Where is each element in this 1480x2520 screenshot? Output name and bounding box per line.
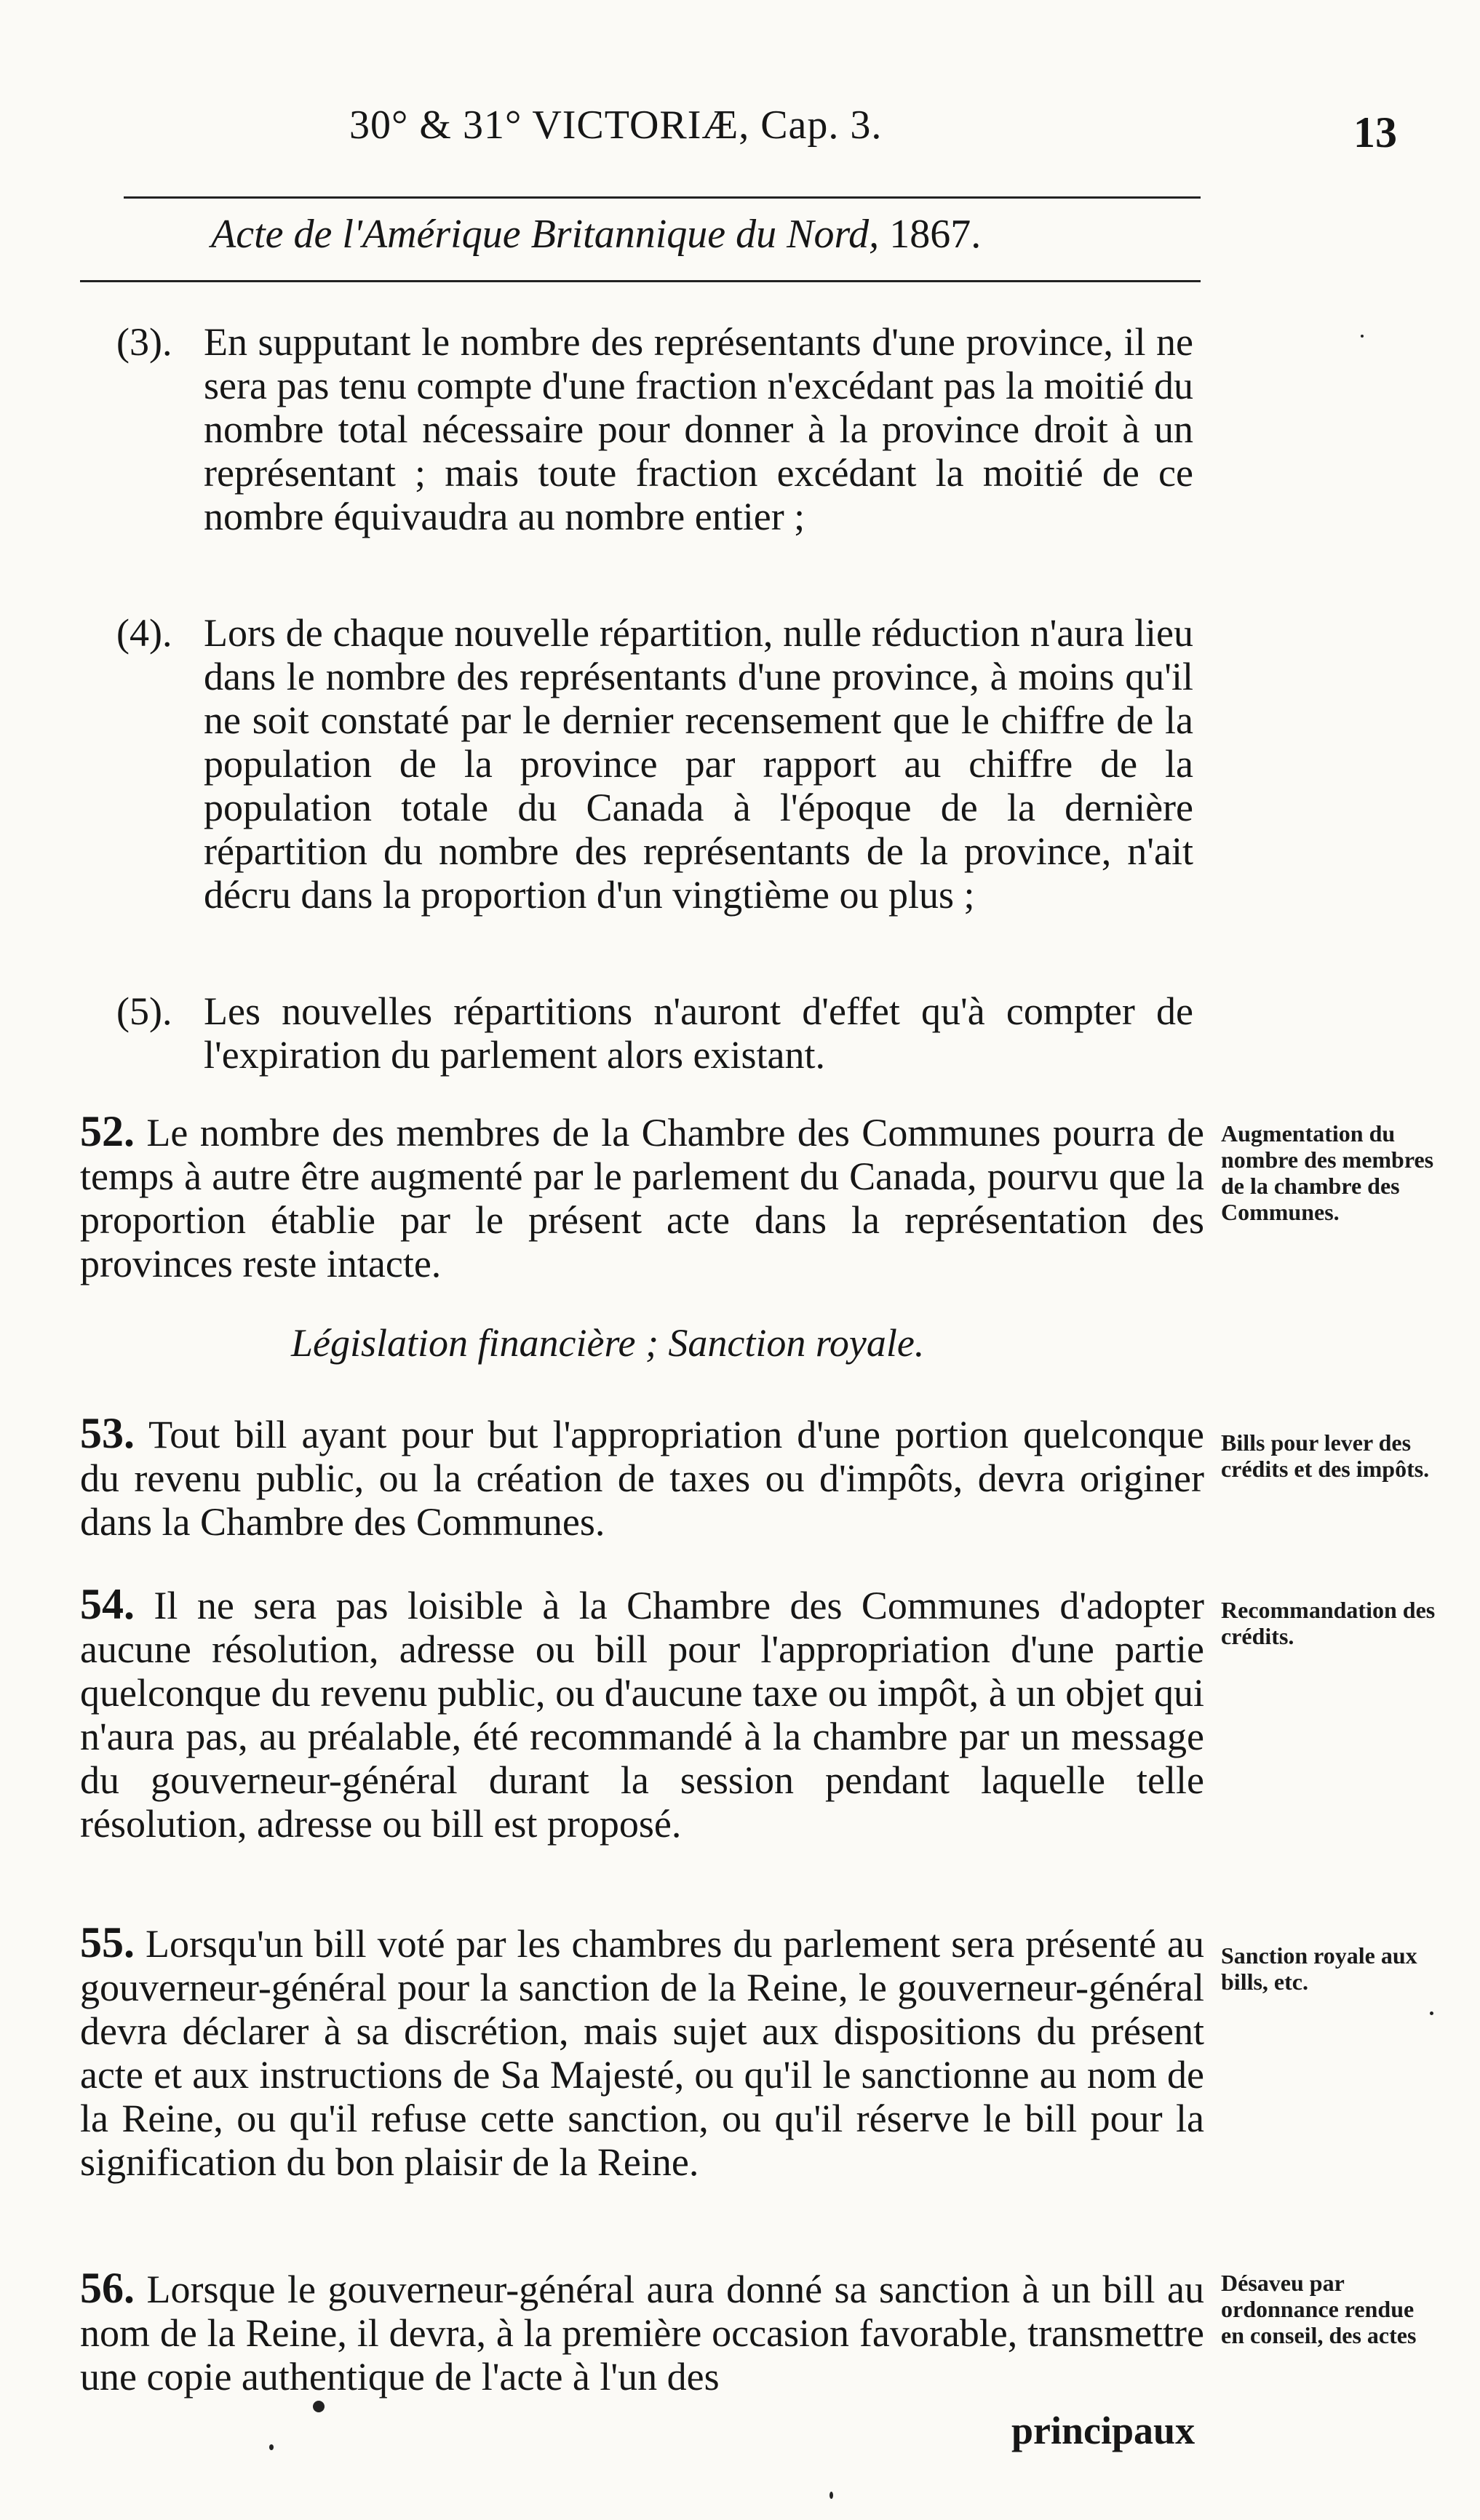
section-number: 53. (80, 1409, 135, 1457)
section-text: Il ne sera pas loisible à la Chambre des Communes d'adopter aucune résolution, adresse ou bill pour l'appropriation d'une partie quelconque du revenu public, ou d'aucune taxe ou impôt, à un objet qui n'aura pas, au préalable, été recommandé à la chambre par un message du gouverneur-général durant la session pendant laquelle telle résolution, adresse ou bill est proposé. (80, 1584, 1204, 1846)
catchword: principaux (1011, 2409, 1195, 2452)
subsection-number: (5). (116, 989, 172, 1033)
section-text: Lorsqu'un bill voté par les chambres du parlement sera présenté au gouverneur-général pour la sanction de la Reine, le gouverneur-général devra déclarer à sa discrétion, mais sujet aux dispositions du présent acte et aux instructions de Sa Majesté, ou qu'il le sanctionne au nom de la Reine, ou qu'il refuse cette sanction, ou qu'il réserve le bill pour la signification du bon plaisir de la Reine. (80, 1922, 1204, 2184)
section-55 (80, 1918, 1204, 2184)
ink-speck (829, 2492, 833, 2499)
margin-note-54: Recommandation des crédits. (1221, 1597, 1436, 1649)
ink-speck (269, 2444, 274, 2450)
header-rule-top (124, 196, 1201, 199)
ink-speck (313, 2401, 325, 2412)
section-53 (80, 1411, 1204, 1544)
act-title-name: Acte de l'Amérique Britannique du Nord, (211, 212, 880, 257)
page-number: 13 (1353, 108, 1397, 156)
ink-speck (1361, 335, 1364, 338)
margin-note-53: Bills pour lever des crédits et des impôts. (1221, 1430, 1430, 1482)
subsection-text: Lors de chaque nouvelle répartition, nulle réduction n'aura lieu dans le nombre des représentants d'une province, à moins qu'il ne soit constaté par le dernier recensement que le chiffre de la population de la province par rapport au chiffre de la population totale du Canada à l'époque de la dernière répartition du nombre des représentants de la province, n'ait décru dans la proportion d'un vingtième ou plus ; (204, 611, 1193, 917)
section-heading: Législation financière ; Sanction royale. (291, 1321, 925, 1365)
section-number: 55. (80, 1918, 135, 1966)
margin-note-52: Augmentation du nombre des membres de la chambre des Communes. (1221, 1120, 1434, 1225)
act-title-year: 1867. (889, 212, 982, 257)
ink-speck (1430, 2011, 1433, 2015)
section-number: 56. (80, 2264, 135, 2312)
subsection-number: (4). (116, 611, 172, 655)
header-rule-bottom (80, 280, 1201, 282)
section-number: 52. (80, 1107, 135, 1155)
section-54 (80, 1582, 1204, 1846)
section-text: Le nombre des membres de la Chambre des Communes pourra de temps à autre être augmenté par le parlement du Canada, pourvu que la proportion établie par le présent acte dans la représentation des provinces reste intacte. (80, 1111, 1205, 1285)
section-number: 54. (80, 1580, 135, 1628)
margin-note-55: Sanction royale aux bills, etc. (1221, 1942, 1417, 1995)
subsection-number: (3). (116, 320, 172, 364)
subsection-text: En supputant le nombre des représentants d'une province, il ne sera pas tenu compte d'une fraction n'excédant pas la moitié du nombre total nécessaire pour donner à la province droit à un représentant ; mais toute fraction excédant la moitié de ce nombre équivaudra au nombre entier ; (204, 320, 1193, 538)
subsection-text: Les nouvelles répartitions n'auront d'effet qu'à compter de l'expiration du parlement alors existant. (204, 989, 1193, 1077)
section-text: Tout bill ayant pour but l'appropriation d'une portion quelconque du revenu public, ou la création de taxes ou d'impôts, devra originer dans la Chambre des Communes. (80, 1413, 1204, 1544)
margin-note-56: Désaveu par ordonnance rendue en conseil, des actes (1221, 2270, 1417, 2348)
section-52 (80, 1109, 1204, 1285)
section-56 (80, 2266, 1204, 2399)
section-text: Lorsque le gouverneur-général aura donné sa sanction à un bill au nom de la Reine, il devra, à la première occasion favorable, transmettre une copie authentique de l'acte à l'un des (80, 2268, 1204, 2399)
act-title (211, 211, 981, 258)
running-head: 30° & 31° VICTORIÆ, Cap. 3. (349, 103, 883, 148)
